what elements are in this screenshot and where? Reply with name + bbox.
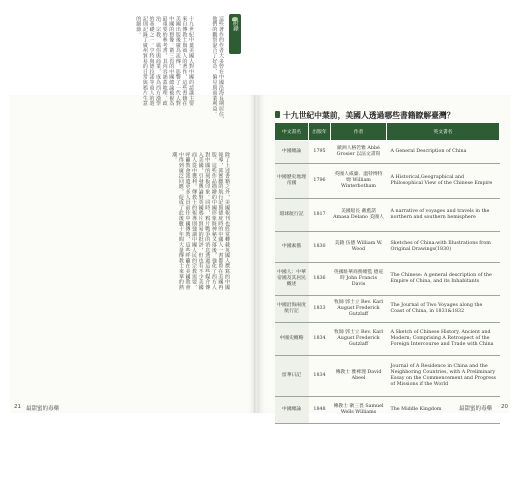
cell-en-title: A narrative of voyages and travels in the northern and southern hemisphere <box>387 199 500 232</box>
left-page-body-bottom: 除了上述書籍之外，美國報刊也經常轉載英國人撰寫的中國報導，郭實臘的航行記與德庇時的中國人一書都曾在美國再版。這些作品描繪的中國形象既神秘又落後，強化了西方人對中國的刻板印象。同時，鴉片戰爭的消息透過這些媒介傳入美國，引發輿論對英國鴉片貿易的批評，但也有不少美國商人從中獲利。傳教士的報導則強調中國人民的宗教需要，呼籲教會派遣更多人員前往中國傳教，這些呼籲在美國教會中得到廣泛回應，促成了此後數十年間大量傳教士來華的熱潮。 <box>171 152 230 290</box>
cell-author: 英國駐華商務總監 德庇時 John Francis Davis <box>331 263 387 296</box>
cell-year: 1833 <box>309 296 331 323</box>
cell-zh-title: 中國總論 <box>275 141 309 164</box>
right-running-footer: 最甜蜜的毒藥 <box>459 406 493 412</box>
cell-en-title: The Chinese: A general description of the Empire of China, and its Inhabitants <box>387 263 500 296</box>
cell-zh-title: 中國歷史地理帝國 <box>275 164 309 199</box>
books-table <box>274 122 500 424</box>
cell-author: 美籍 伍德 William W. Wood <box>331 232 387 263</box>
cell-author: 傳教士 衛三畏 Samuel Wells Williams <box>331 397 387 424</box>
cell-year: 1836 <box>309 263 331 296</box>
cell-en-title: A General Description of China <box>387 141 500 164</box>
table-header-row <box>275 123 500 141</box>
cell-year: 1830 <box>309 232 331 263</box>
cell-zh-title: 留華日記 <box>275 356 309 397</box>
table-row <box>275 199 500 232</box>
cell-year: 1795 <box>309 141 331 164</box>
cell-zh-title: 中國人：中華帝國及其居民概述 <box>275 263 309 296</box>
header-year: 出版年 <box>309 123 331 141</box>
cell-year: 1817 <box>309 199 331 232</box>
left-page-body-top: 十九世紀中葉美國人對中國的認識主要來自傳教士與商人的著作，這些書籍在美國出版後廣為流傳，影響了一代人對中國的想像。衛三畏的中國總論被視為最重要的參考書，其內容涵蓋地理、政治、宗教、風俗與商業，成為西方漢學的基礎之一。亨特與德拉諾等商人的遊記則記錄了廣州貿易的日常與鴉片生意的細節。 <box>135 16 194 107</box>
cell-zh-title: 中國素描 <box>275 232 309 263</box>
cell-year: 1848 <box>309 397 331 424</box>
right-page-number: 20 <box>501 404 508 410</box>
left-running-footer: 最甜蜜的毒藥 <box>26 406 60 412</box>
title-bullet-icon <box>275 111 280 118</box>
cell-en-title: The Middle Kingdom <box>387 397 500 424</box>
cell-zh-title: 環球航行記 <box>275 199 309 232</box>
cell-en-title: The Journal of Two Voyages along the Coast of China, in 1831&1832 <box>387 296 500 323</box>
cell-author: 傳教士 雅裨理 David Abeel <box>331 356 387 397</box>
header-zh-title: 中文書名 <box>275 123 309 141</box>
cell-author: 美國船長 戴藍諾 Amasa Delano 美國人 <box>331 199 387 232</box>
cell-zh-title: 中國史概略 <box>275 323 309 356</box>
table-row <box>275 356 500 397</box>
table-body <box>275 141 500 424</box>
left-page-number: 21 <box>14 404 21 410</box>
cell-author: 英國人威廉．溫特博特姆 William Winterbotham <box>331 164 387 199</box>
cell-en-title: Sketches of China:with Illustrations from Original Drawings(1830) <box>387 232 500 263</box>
header-author: 作者 <box>331 123 387 141</box>
cell-en-title: A Sketch of Chinese History, Ancient and Modern; Comprising A Retrospect of the Foreign Intercourse and Trade with China <box>387 323 500 356</box>
table-row <box>275 232 500 263</box>
left-page-side-column: 這些著作的作者大多曾在中國沿海長期居住，他們的觀察混合了好奇、偏見與商業利益。 <box>211 16 224 122</box>
table-row <box>275 164 500 199</box>
appendix-tab-label: 附錄 <box>232 20 238 31</box>
header-en-title: 英文書名 <box>387 123 500 141</box>
table-row <box>275 296 500 323</box>
table-row <box>275 141 500 164</box>
table-title: 十九世紀中葉前，美國人透過哪些書籍瞭解臺灣？ <box>283 111 455 120</box>
table-row <box>275 263 500 296</box>
cell-author: 歐洲人格若雅 Abbé Grosier 以法文書寫 <box>331 141 387 164</box>
cell-year: 1834 <box>309 356 331 397</box>
cell-author: 牧師 郭士立 Rev. Karl August Frederick Gutzlaff <box>331 323 387 356</box>
cell-en-title: A Historical,Geographical and Philosophical View of the Chinese Empire <box>387 164 500 199</box>
cell-zh-title: 中國總論 <box>275 397 309 424</box>
table-row <box>275 323 500 356</box>
cell-author: 牧師 郭士立 Rev. Karl August Frederick Gutzlaff <box>331 296 387 323</box>
cell-zh-title: 中國沿海兩度航行記 <box>275 296 309 323</box>
cell-year: 1796 <box>309 164 331 199</box>
cell-en-title: Journal of A Residence in China and the Neighboring Countries, with A Preliminary Essay on the Commencement and Progress of Missions if the World <box>387 356 500 397</box>
cell-year: 1834 <box>309 323 331 356</box>
